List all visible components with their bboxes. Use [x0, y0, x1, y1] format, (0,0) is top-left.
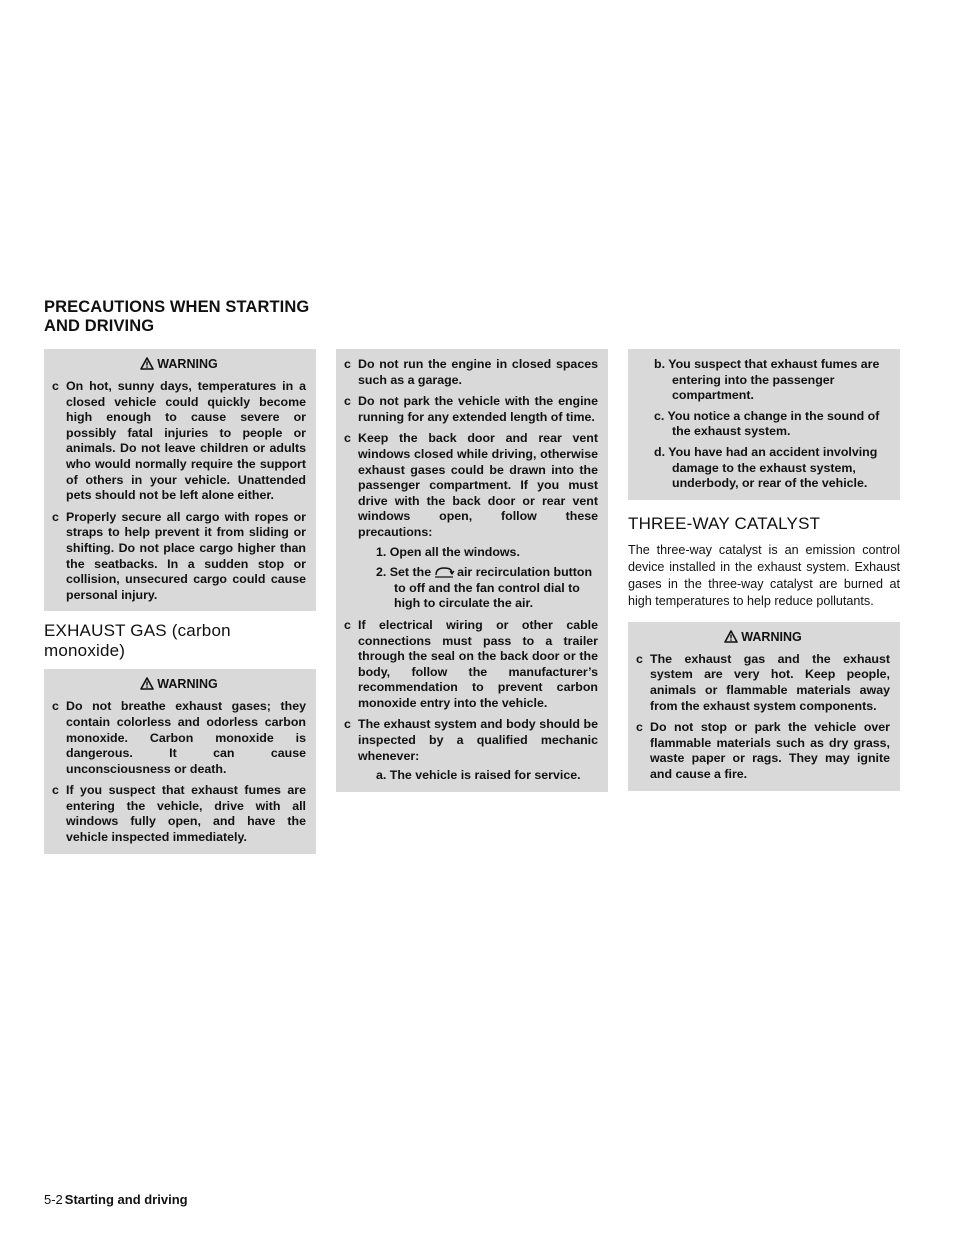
section-title-line1: PRECAUTIONS WHEN STARTING	[44, 298, 310, 316]
sub-list-item: a. The vehicle is raised for service.	[376, 768, 581, 783]
warning-header	[52, 355, 306, 373]
bullet-icon: c	[52, 699, 59, 714]
bullet-icon: c	[636, 720, 643, 735]
list-item: c Properly secure all cargo with ropes or straps to help prevent it from sliding or shifting. Do not place cargo higher than the seatbacks. In a sudden stop or collision, unsecured cargo could cause personal injury.	[52, 509, 306, 602]
footer-section-name: Starting and driving	[64, 1192, 188, 1207]
warning-box-continued	[336, 349, 608, 792]
list-item: c Do not park the vehicle with the engine running for any extended length of time.	[344, 394, 598, 424]
list-item: c Do not run the engine in closed spaces such as a garage.	[344, 357, 598, 387]
page-footer	[44, 1192, 188, 1208]
heading-exhaust-gas: EXHAUST GAS (carbon monoxide)	[44, 621, 231, 661]
warning-list	[636, 652, 890, 783]
sub-list-item: b. You suspect that exhaust fumes are entering into the passenger compartment.	[654, 357, 880, 403]
bullet-icon: c	[52, 783, 59, 798]
warning-list	[52, 379, 306, 603]
warning-triangle-icon	[724, 630, 738, 643]
warning-triangle-icon	[140, 677, 154, 690]
column-3	[628, 349, 900, 791]
warning-box-continued	[628, 349, 900, 500]
bullet-icon: c	[344, 431, 351, 446]
warning-header	[52, 675, 306, 693]
warning-label: WARNING	[157, 357, 218, 371]
bullet-icon: c	[344, 617, 351, 632]
section-title-line2: AND DRIVING	[44, 317, 155, 335]
sub-list-item: c. You notice a change in the sound of the exhaust system.	[654, 408, 880, 439]
sub-list-item: 2. Set the air recirculation button to off and the fan control dial to high to circulate the air.	[376, 565, 593, 611]
warning-list	[344, 357, 598, 784]
warning-triangle-icon	[140, 357, 154, 370]
list-item: c On hot, sunny days, temperatures in a closed vehicle could quickly become high enough to cause severe or possibly fatal injuries to people or animals. Do not leave children or adults who would normally require the support of others in your vehicle. Unattended pets should not be left alone either.	[52, 379, 306, 503]
warning-list	[52, 699, 306, 845]
sub-list-item: 1. Open all the windows.	[376, 544, 520, 559]
column-1	[44, 349, 316, 854]
catalyst-paragraph: The three-way catalyst is an emission control device installed in the exhaust system. Exhaust gases in the three-way catalyst are burned at high temperatures to help reduce pollutants.	[628, 542, 900, 608]
air-recirculation-icon	[433, 565, 455, 579]
bullet-icon: c	[636, 651, 643, 666]
warning-box-catalyst	[628, 622, 900, 791]
sub-list	[358, 768, 598, 784]
bullet-icon: c	[52, 509, 59, 524]
list-item: c Do not breathe exhaust gases; they contain colorless and odorless carbon monoxide. Carbon monoxide is dangerous. It can cause unconsciousness or death.	[52, 699, 306, 776]
section-title	[44, 298, 309, 336]
list-item: c Do not stop or park the vehicle over flammable materials such as dry grass, waste paper or rags. They may ignite and cause a fire.	[636, 720, 890, 781]
bullet-icon: c	[52, 379, 59, 393]
warning-label: WARNING	[157, 677, 218, 692]
list-item: c The exhaust system and body should be inspected by a qualified mechanic whenever: a. The vehicle is raised for service.	[344, 717, 598, 783]
warning-label: WARNING	[741, 629, 802, 644]
list-item: c If you suspect that exhaust fumes are entering the vehicle, drive with all windows fully open, and have the vehicle inspected immediately.	[52, 783, 306, 845]
heading-three-way-catalyst: THREE-WAY CATALYST	[628, 513, 821, 533]
list-item: c The exhaust gas and the exhaust system are very hot. Keep people, animals or flammable materials away from the exhaust system components.	[636, 651, 890, 713]
sub-list	[358, 545, 598, 612]
bullet-icon: c	[344, 357, 351, 371]
page-number: 5-2	[44, 1192, 63, 1207]
sub-list	[636, 357, 890, 492]
list-item: c If electrical wiring or other cable connections must pass to a trailer through the seal on the back door or the body, follow the manufacturer’s recommendation to prevent carbon monoxide entry into the vehicle.	[344, 617, 598, 710]
warning-box-cabin-heat	[44, 349, 316, 611]
sub-list-item: d. You have had an accident involving damage to the exhaust system, underbody, or rear of the vehicle.	[654, 444, 878, 491]
warning-box-exhaust-gas	[44, 669, 316, 853]
warning-header	[636, 628, 890, 646]
column-2	[336, 349, 608, 792]
bullet-icon: c	[344, 394, 351, 409]
list-item: c Keep the back door and rear vent windows closed while driving, otherwise exhaust gases could be drawn into the passenger compartment. If you must drive with the back door or rear vent windows open, follow these precautions: 1. Open all the windows. 2. Set the air recirculation button to off and the fan control dial to high to circulate the air.	[344, 431, 598, 611]
bullet-icon: c	[344, 717, 351, 732]
